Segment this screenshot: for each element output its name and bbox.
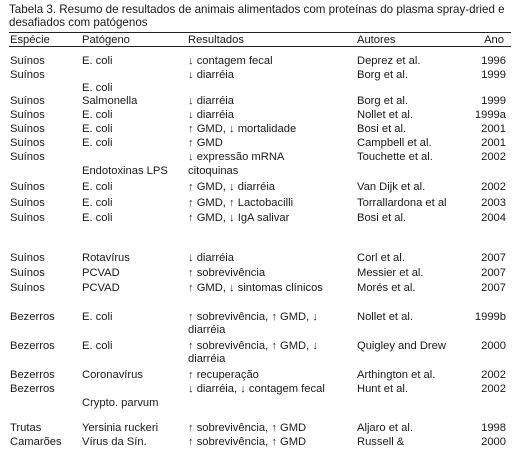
cell-especie: Suínos (10, 197, 45, 209)
cell-patogeno: PCVAD (82, 267, 120, 279)
cell-resultados: citoquinas (188, 165, 239, 177)
cell-patogeno: E. coli (82, 197, 113, 209)
cell-autores: Messier et al. (357, 267, 424, 279)
table-header-rule (9, 46, 511, 47)
cell-autores: Russell & (357, 436, 405, 448)
cell-resultados: ↑ sobrevivência, ↑ GMD (188, 436, 307, 448)
cell-especie: Bezerros (10, 340, 55, 352)
cell-ano: 2002 (481, 383, 506, 395)
table-row (0, 323, 520, 337)
cell-resultados: ↓ diarréia, ↓ contagem fecal (188, 383, 325, 395)
cell-resultados: ↑ GMD, ↓ mortalidade (188, 123, 297, 135)
cell-ano: 2001 (481, 137, 506, 149)
table-row (0, 180, 520, 194)
cell-patogeno: Vírus da Sín. (82, 436, 147, 448)
cell-patogeno: E. coli (82, 181, 113, 193)
table-row (0, 281, 520, 295)
cell-ano: 2007 (481, 282, 506, 294)
cell-resultados: ↑ sobrevivência (188, 267, 266, 279)
cell-resultados: ↑ GMD, ↑ Lactobacilli (188, 197, 294, 209)
cell-resultados: ↓ diarréia (188, 69, 235, 81)
cell-resultados: ↑ GMD, ↓ sintomas clínicos (188, 282, 323, 294)
cell-ano: 2007 (481, 252, 506, 264)
cell-resultados: diarréia (188, 353, 226, 365)
cell-autores: Corl et al. (357, 252, 405, 264)
cell-autores: Bosi et al. (357, 123, 407, 135)
table-row (0, 94, 520, 108)
cell-autores: Borg et al. (357, 95, 408, 107)
cell-autores: Torrallardona et al (357, 197, 447, 209)
cell-resultados: ↓ diarréia (188, 252, 235, 264)
cell-patogeno: Salmonella (82, 95, 138, 107)
table-row (0, 164, 520, 178)
cell-autores: Touchette et al. (357, 151, 433, 163)
cell-ano: 1999b (474, 311, 506, 323)
header-patogeno: Patógeno (82, 34, 130, 46)
cell-patogeno: PCVAD (82, 282, 120, 294)
table-row (0, 382, 520, 396)
table-row (0, 435, 520, 449)
cell-ano: 1999 (481, 69, 506, 81)
cell-especie: Suínos (10, 95, 45, 107)
cell-especie: Trutas (10, 422, 42, 434)
cell-especie: Bezerros (10, 311, 55, 323)
cell-resultados: ↓ diarréia (188, 95, 235, 107)
cell-patogeno: E. coli (82, 340, 113, 352)
cell-ano: 1996 (481, 55, 506, 67)
cell-patogeno: Yersinia ruckeri (82, 422, 159, 434)
table-row (0, 122, 520, 136)
cell-patogeno: E. coli (82, 123, 113, 135)
cell-autores: Hunt et al. (357, 383, 408, 395)
cell-especie: Camarões (10, 436, 62, 448)
cell-ano: 2007 (481, 267, 506, 279)
table-row (0, 251, 520, 265)
cell-resultados: ↑ recuperação (188, 369, 259, 381)
header-resultados: Resultados (188, 34, 244, 46)
cell-resultados: ↑ GMD, ↓ diarréia (188, 181, 276, 193)
cell-especie: Suínos (10, 69, 45, 81)
cell-especie: Suínos (10, 212, 45, 224)
table-row (0, 196, 520, 210)
cell-resultados: ↓ contagem fecal (188, 55, 273, 67)
cell-especie: Suínos (10, 181, 45, 193)
table-row (0, 352, 520, 366)
table-header-row (0, 33, 520, 47)
cell-patogeno: Rotavírus (82, 252, 130, 264)
cell-ano: 2002 (481, 181, 506, 193)
cell-especie: Bezerros (10, 369, 55, 381)
table-row (0, 68, 520, 82)
cell-patogeno: E. coli (82, 212, 113, 224)
cell-resultados: ↑ GMD, ↓ IgA salivar (188, 212, 290, 224)
cell-autores: Bosi et al. (357, 212, 407, 224)
table-row (0, 81, 520, 95)
cell-especie: Suínos (10, 252, 45, 264)
cell-especie: Suínos (10, 282, 45, 294)
header-autores: Autores (357, 34, 396, 46)
cell-especie: Suínos (10, 123, 45, 135)
cell-ano: 1999a (474, 109, 506, 121)
cell-autores: Quigley and Drew (357, 340, 446, 352)
table-row (0, 266, 520, 280)
cell-autores: Arthington et al. (357, 369, 436, 381)
cell-especie: Suínos (10, 267, 45, 279)
table-row (0, 150, 520, 164)
table-row (0, 108, 520, 122)
cell-autores: Nollet et al. (357, 109, 413, 121)
cell-ano: 2000 (481, 340, 506, 352)
cell-resultados: ↑ GMD (188, 137, 223, 149)
cell-autores: Van Dijk et al. (357, 181, 426, 193)
cell-ano: 1998 (481, 422, 506, 434)
table-row (0, 339, 520, 353)
cell-ano: 2000 (481, 436, 506, 448)
table-row (0, 136, 520, 150)
table-row (0, 54, 520, 68)
cell-especie: Bezerros (10, 383, 55, 395)
cell-especie: Suínos (10, 109, 45, 121)
cell-especie: Suínos (10, 55, 45, 67)
table-caption: Tabela 3. Resumo de resultados de animais alimentados com proteínas do plasma spray-dried e desafiados com patógenos (9, 3, 505, 29)
cell-patogeno: E. coli (82, 311, 113, 323)
cell-resultados: ↓ expressão mRNA (188, 151, 285, 163)
cell-especie: Suínos (10, 137, 45, 149)
cell-autores: Deprez et al. (357, 55, 421, 67)
table-row (0, 368, 520, 382)
table-row (0, 310, 520, 324)
cell-resultados: ↑ sobrevivência, ↑ GMD, ↓ (188, 311, 318, 323)
cell-ano: 2002 (481, 369, 506, 381)
cell-resultados: ↑ sobrevivência, ↑ GMD (188, 422, 307, 434)
header-especie: Espécie (10, 34, 50, 46)
cell-autores: Borg et al. (357, 69, 408, 81)
cell-autores: Aljaro et al. (357, 422, 413, 434)
cell-especie: Suínos (10, 151, 45, 163)
cell-ano: 2003 (481, 197, 506, 209)
cell-patogeno: E. coli (82, 55, 113, 67)
cell-patogeno: Crypto. parvum (82, 397, 159, 409)
cell-autores: Campbell et al. (357, 137, 432, 149)
table-row (0, 396, 520, 410)
cell-patogeno: E. coli (82, 137, 113, 149)
cell-patogeno: E. coli (82, 109, 113, 121)
cell-ano: 1999 (481, 95, 506, 107)
cell-patogeno: Coronavírus (82, 369, 143, 381)
header-ano: Ano (484, 34, 504, 46)
cell-resultados: ↑ sobrevivência, ↑ GMD, ↓ (188, 340, 318, 352)
table-row (0, 211, 520, 225)
cell-ano: 2001 (481, 123, 506, 135)
table-row (0, 421, 520, 435)
cell-resultados: diarréia (188, 324, 226, 336)
cell-patogeno: Endotoxinas LPS (82, 165, 168, 177)
cell-ano: 2004 (481, 212, 506, 224)
cell-autores: Nollet et al. (357, 311, 413, 323)
cell-resultados: ↓ diarréia (188, 109, 235, 121)
cell-ano: 2002 (481, 151, 506, 163)
cell-autores: Morés et al. (357, 282, 416, 294)
cell-patogeno: E. coli (82, 82, 113, 94)
